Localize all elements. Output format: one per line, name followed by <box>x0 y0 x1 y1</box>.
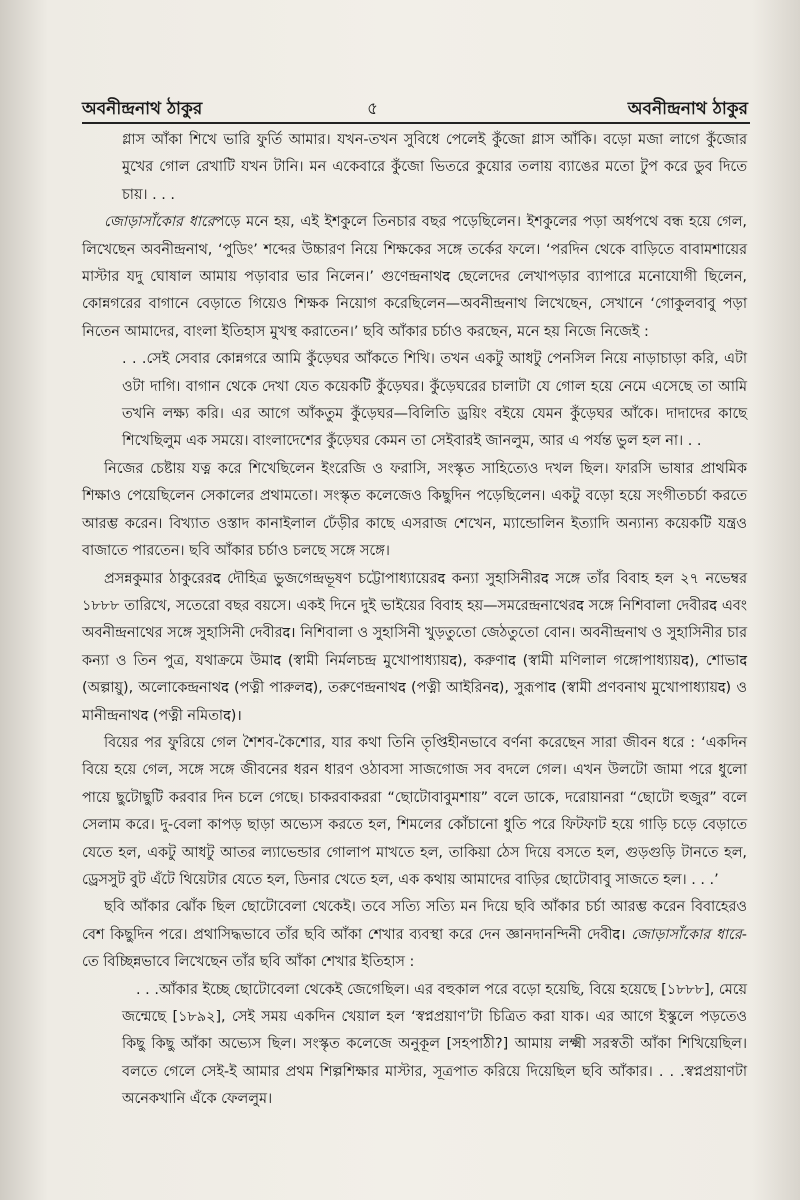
body-paragraph: নিজের চেষ্টায় যত্ন করে শিখেছিলেন ইংরেজি ও ফরাসি, সংস্কৃত সাহিত্যেও দখল ছিল। ফারসি ভাষার প্রাথমিক শিক্ষাও পেয়েছিলেন সেকালের প্রথামতো। সংস্কৃত কলেজেও কিছুদিন পড়েছিলেন। একটু বড়ো হয়ে সংগীতচর্চা করতে আরম্ভ করেন। বিখ্যাত ওস্তাদ কানাইলাল ঢেঁড়ীর কাছে এসরাজ শেখেন, ম্যান্ডোলিন ইত্যাদি অন্যান্য কয়েকটি যন্ত্রও বাজাতে পারতেন। ছবি আঁকার চর্চাও চলছে সঙ্গে সঙ্গে। <box>82 460 747 560</box>
page-body <box>82 127 747 1114</box>
body-paragraph: জোড়াসাঁকোর ধারেপড়ে মনে হয়, এই ইশকুলে তিনচার বছর পড়েছিলেন। ইশকুলের পড়া অর্ধপথে বন্ধ হয়ে গেল, লিখেছেন অবনীন্দ্রনাথ, ‘পুডিং’ শব্দের উচ্চারণ নিয়ে শিক্ষকের সঙ্গে তর্কের ফলে। ‘পরদিন থেকে বাড়িতে বাবামশায়ের মাস্টার যদু ঘোষাল আমায় পড়াবার ভার নিলেন।’ গুণেন্দ্রনাথद ছেলেদের লেখাপড়ার ব্যাপারে মনোযোগী ছিলেন, কোন্নগরের বাগানে বেড়াতে গিয়েও শিক্ষক নিয়োগ করেছিলেন—অবনীন্দ্রনাথ লিখেছেন, সেখানে ‘গোকুলবাবু পড়া নিতেন আমাদের, বাংলা ইতিহাস মুখস্থ করাতেন।’ ছবি আঁকার চর্চাও করছেন, মনে হয় নিজে নিজেই : <box>82 214 748 340</box>
quote-paragraph: . . .আঁকার ইচ্ছে ছোটোবেলা থেকেই জেগেছিল। এর বহুকাল পরে বড়ো হয়েছি, বিয়ে হয়েছে [১৮৮৮], মেয়ে জন্মেছে [১৮৯২], সেই সময় একদিন খেয়াল হল ‘স্বপ্নপ্রয়াণ’টা চিত্রিত করা যাক। এর আগে ইস্কুলে পড়তেও কিছু কিছু আঁকা অভ্যেস ছিল। সংস্কৃত কলেজে অনুকূল [সহপাঠী?] আমায় লক্ষ্মী সরস্বতী আঁকা শিখিয়েছিল। বলতে গেলে সেই-ই আমার প্রথম শিল্পশিক্ষার মাস্টার, সূত্রপাত করিয়ে দিয়েছিল ছবি আঁকার। . . .স্বপ্নপ্রয়াণটা অনেকখানি এঁকে ফেললুম। <box>122 981 747 1108</box>
body-paragraph: প্রসন্নকুমার ঠাকুরেরद দৌহিত্র ভুজগেন্দ্রভূষণ চট্টোপাধ্যায়েরद কন্যা সুহাসিনীরद সঙ্গে তাঁর বিবাহ হল ২৭ নভেম্বর ১৮৮৮ তারিখে, সতেরো বছর বয়সে। একই দিনে দুই ভাইয়ের বিবাহ হয়—সমরেন্দ্রনাথেরद সঙ্গে নিশিবালা দেবীরद এবং অবনীন্দ্রনাথের সঙ্গে সুহাসিনী দেবীরद। নিশিবালা ও সুহাসিনী খুড়তুতো জেঠতুতো বোন। অবনীন্দ্রনাথ ও সুহাসিনীর চার কন্যা ও তিন পুত্র, যথাক্রমে উমাद (স্বামী নির্মলচন্দ্র মুখোপাধ্যায়द), করুণাद (স্বামী মণিলাল গঙ্গোপাধ্যায়द), শোভাद (অল্পায়ু), অলোকেন্দ্রনাথद (পত্নী পারুলद), তরুণেন্দ্রনাথद (পত্নী আইরিনद), সুরূপাद (স্বামী প্রণবনাথ মুখোপাধ্যায়द) ও মানীন্দ্রনাথद (পত্নী নমিতাद)। <box>82 570 747 724</box>
body-paragraph: বিয়ের পর ফুরিয়ে গেল শৈশব-কৈশোর, যার কথা তিনি তৃপ্তিহীনভাবে বর্ণনা করেছেন সারা জীবন ধরে : ‘একদিন বিয়ে হয়ে গেল, সঙ্গে সঙ্গে জীবনের ধরন ধারণ ওঠাবসা সাজগোজ সব বদলে গেল। এখন উলটো জামা পরে ধুলো পায়ে ছুটোছুটি করবার দিন চলে গেছে। চাকরবাকররা “ছোটোবাবুমশায়” বলে ডাকে, দরোয়ানরা “ছোটো হুজুর” বলে সেলাম করে। দু-বেলা কাপড় ছাড়া অভ্যেস করতে হল, শিমলের কোঁচানো ধুতি পরে ফিটফাট হয়ে গাড়ি চড়ে বেড়াতে যেতে হল, একটু আধটু আতর ল্যাভেন্ডার গোলাপ মাখতে হল, তাকিয়া ঠেস দিয়ে বসতে হল, গুড়গুড়ি টানতে হল, ড্রেসসুট বুট এঁটে থিয়েটার যেতে হল, ডিনার খেতে হল, এক কথায় আমাদের বাড়ির ছোটোবাবু সাজতে হল। . . .’ <box>82 734 747 888</box>
book-title-italic: জোড়াসাঁকোর ধারে <box>104 214 215 231</box>
header-rule <box>82 122 750 124</box>
header-left-title: অবনীন্দ্রনাথ ঠাকুর <box>82 99 203 119</box>
book-title-italic: জোড়াসাঁকোর ধারে <box>631 926 742 943</box>
header-right-title: অবনীন্দ্রনাথ ঠাকুর <box>627 99 748 119</box>
body-paragraph: ছবি আঁকার ঝোঁক ছিল ছোটোবেলা থেকেই। তবে সত্যি সত্যি মন দিয়ে ছবি আঁকার চর্চা আরম্ভ করেন বিবাহেরও বেশ কিছুদিন পরে। প্রথাসিদ্ধভাবে তাঁর ছবি আঁকা শেখার ব্যবস্থা করে দেন জ্ঞানদানন্দিনী দেবীद। জোড়াসাঁকোর ধারে-তে বিচ্ছিন্নভাবে লিখেছেন তাঁর ছবি আঁকা শেখার ইতিহাস : <box>82 899 747 971</box>
page-number: ৫ <box>367 99 379 119</box>
quote-paragraph: . . .সেই সেবার কোন্নগরে আমি কুঁড়েঘর আঁকতে শিখি। তখন একটু আধটু পেনসিল নিয়ে নাড়াচাড়া করি, এটা ওটা দাগি। বাগান থেকে দেখা যেত কয়েকটি কুঁড়েঘর। কুঁড়েঘরের চালাটা যে গোল হয়ে নেমে এসেছে তা আমি তখনি লক্ষ্য করি। এর আগে আঁকতুম কুঁড়েঘর—বিলিতি ড্রয়িং বইয়ে যেমন কুঁড়েঘর আঁকে। দাদাদের কাছে শিখেছিলুম এক সময়ে। বাংলাদেশের কুঁড়েঘর কেমন তা সেইবারই জানলুম, আর এ পর্যন্ত ভুল হল না। . . <box>122 351 747 450</box>
quote-paragraph: গ্লাস আঁকা শিখে ভারি ফুর্তি আমার। যখন-তখন সুবিধে পেলেই কুঁজো গ্লাস আঁকি। বড়ো মজা লাগে কুঁজোর মুখের গোল রেখাটি যখন টানি। মন একেবারে কুঁজো ভিতরে কুয়োর তলায় ব্যাঙের মতো টুপ করে ডুব দিতে চায়। . . . <box>122 132 747 203</box>
running-header <box>82 96 748 120</box>
